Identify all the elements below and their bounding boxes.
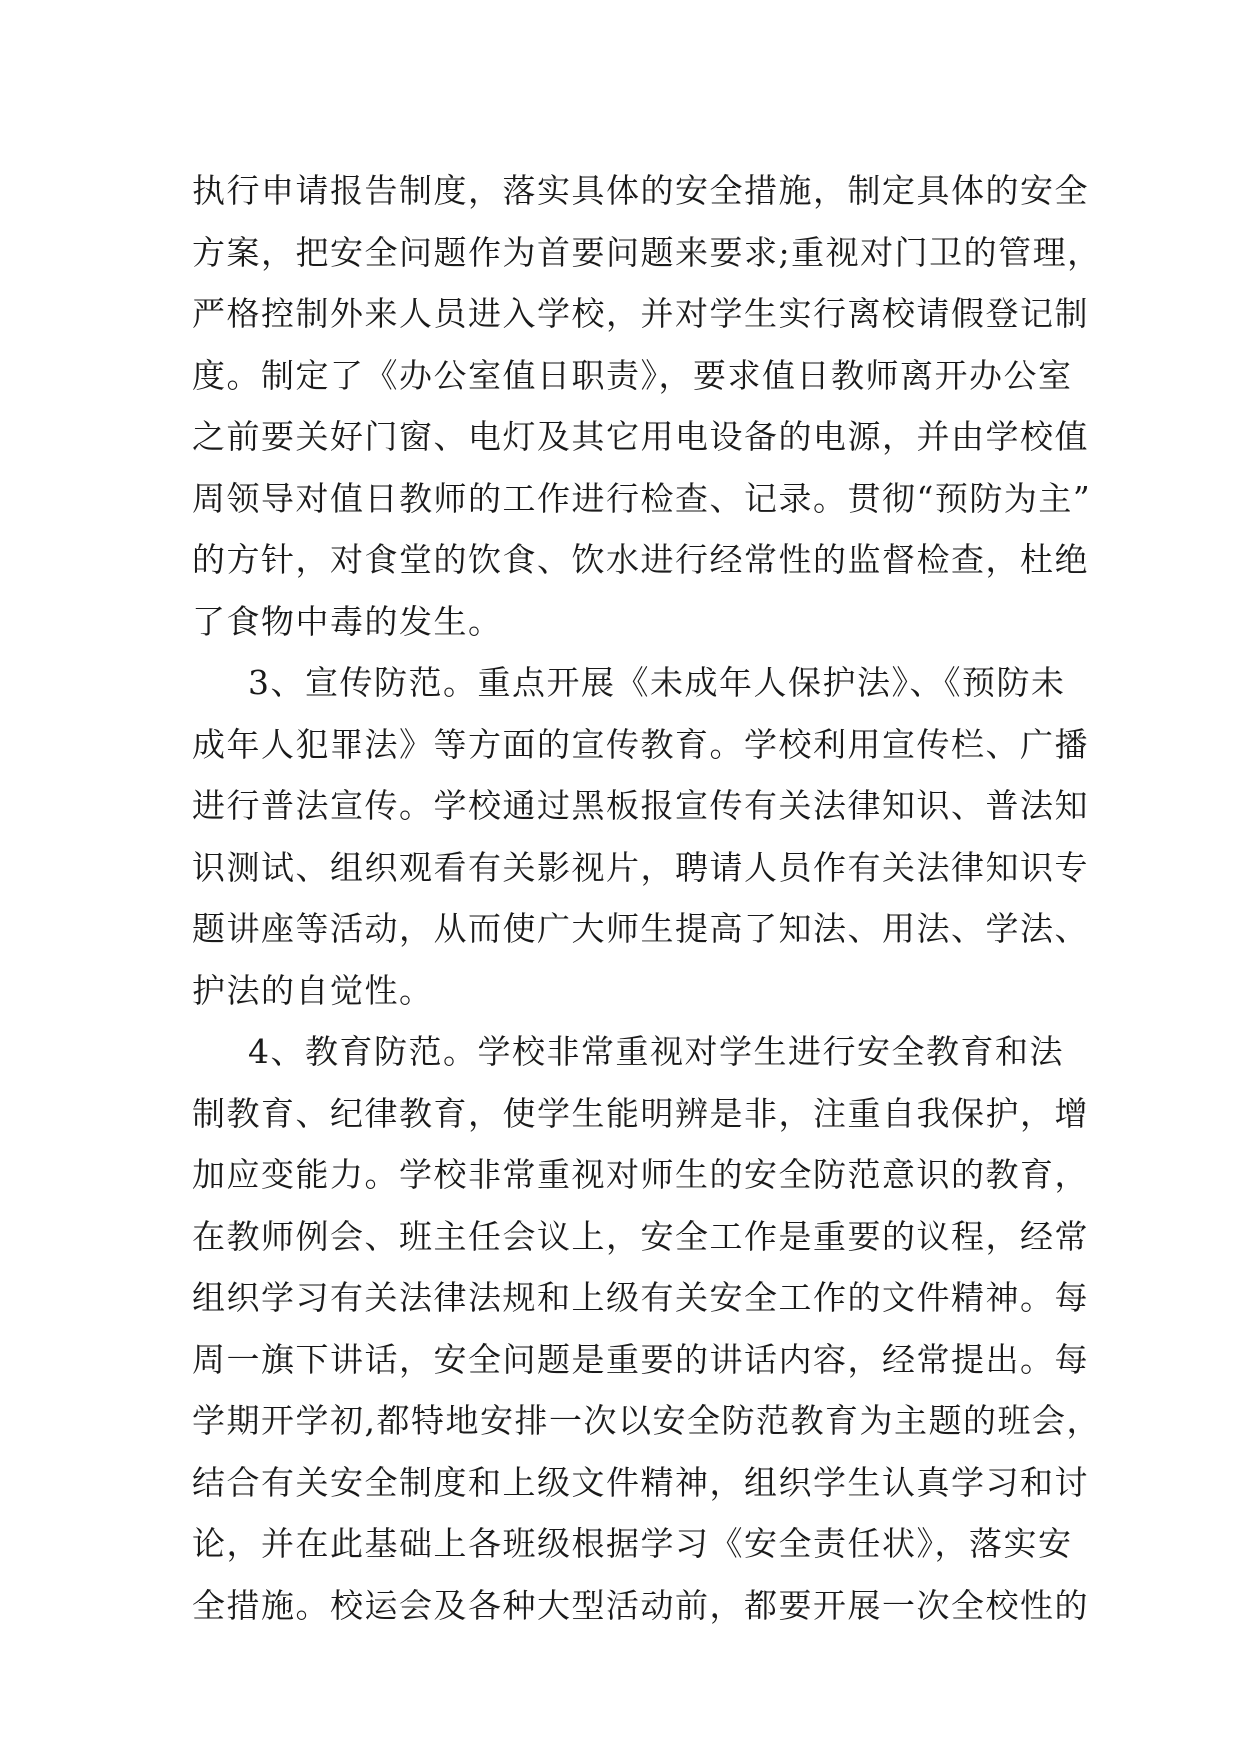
text-line: 之前要关好门窗、电灯及其它用电设备的电源，并由学校值	[192, 417, 1089, 456]
text-line: 方案，把安全问题作为首要问题来要求;重视对门卫的管理，	[192, 232, 1102, 272]
text-line: 题讲座等活动，从而使广大师生提高了知法、用法、学法、	[192, 909, 1089, 948]
text-line: 制教育、纪律教育，使学生能明辨是非，注重自我保护，增	[192, 1093, 1089, 1133]
text-line: 执行申请报告制度，落实具体的安全措施，制定具体的安全	[192, 171, 1089, 210]
text-line: 识测试、组织观看有关影视片，聘请人员作有关法律知识专	[192, 847, 1089, 887]
text-line: 严格控制外来人员进入学校，并对学生实行离校请假登记制	[192, 294, 1089, 333]
text-line: 护法的自觉性。	[192, 970, 434, 1010]
text-line: 4、教育防范。学校非常重视对学生进行安全教育和法	[248, 1032, 1064, 1071]
text-line: 进行普法宣传。学校通过黑板报宣传有关法律知识、普法知	[192, 786, 1089, 825]
text-line: 学期开学初,都特地安排一次以安全防范教育为主题的班会，	[192, 1401, 1101, 1440]
text-line: 加应变能力。学校非常重视对师生的安全防范意识的教育，	[192, 1155, 1089, 1194]
text-line: 成年人犯罪法》等方面的宣传教育。学校利用宣传栏、广播	[192, 724, 1089, 764]
text-line: 论，并在此基础上各班级根据学习《安全责任状》，落实安	[192, 1524, 1073, 1563]
text-line: 全措施。校运会及各种大型活动前，都要开展一次全校性的	[192, 1585, 1089, 1625]
text-line: 3、宣传防范。重点开展《未成年人保护法》、《预防未	[248, 663, 1066, 702]
text-line: 周领导对值日教师的工作进行检查、记录。贯彻“预防为主”	[192, 478, 1092, 518]
body-text	[192, 160, 1102, 1636]
text-line: 度。制定了《办公室值日职责》，要求值日教师离开办公室	[192, 355, 1073, 395]
text-line: 在教师例会、班主任会议上，安全工作是重要的议程，经常	[192, 1216, 1089, 1256]
text-line: 结合有关安全制度和上级文件精神，组织学生认真学习和讨	[192, 1462, 1089, 1502]
text-line: 了食物中毒的发生。	[192, 601, 503, 641]
text-line: 的方针，对食堂的饮食、饮水进行经常性的监督检查，杜绝	[192, 540, 1089, 579]
text-line: 周一旗下讲话，安全问题是重要的讲话内容，经常提出。每	[192, 1339, 1089, 1379]
text-line: 组织学习有关法律法规和上级有关安全工作的文件精神。每	[192, 1278, 1089, 1317]
